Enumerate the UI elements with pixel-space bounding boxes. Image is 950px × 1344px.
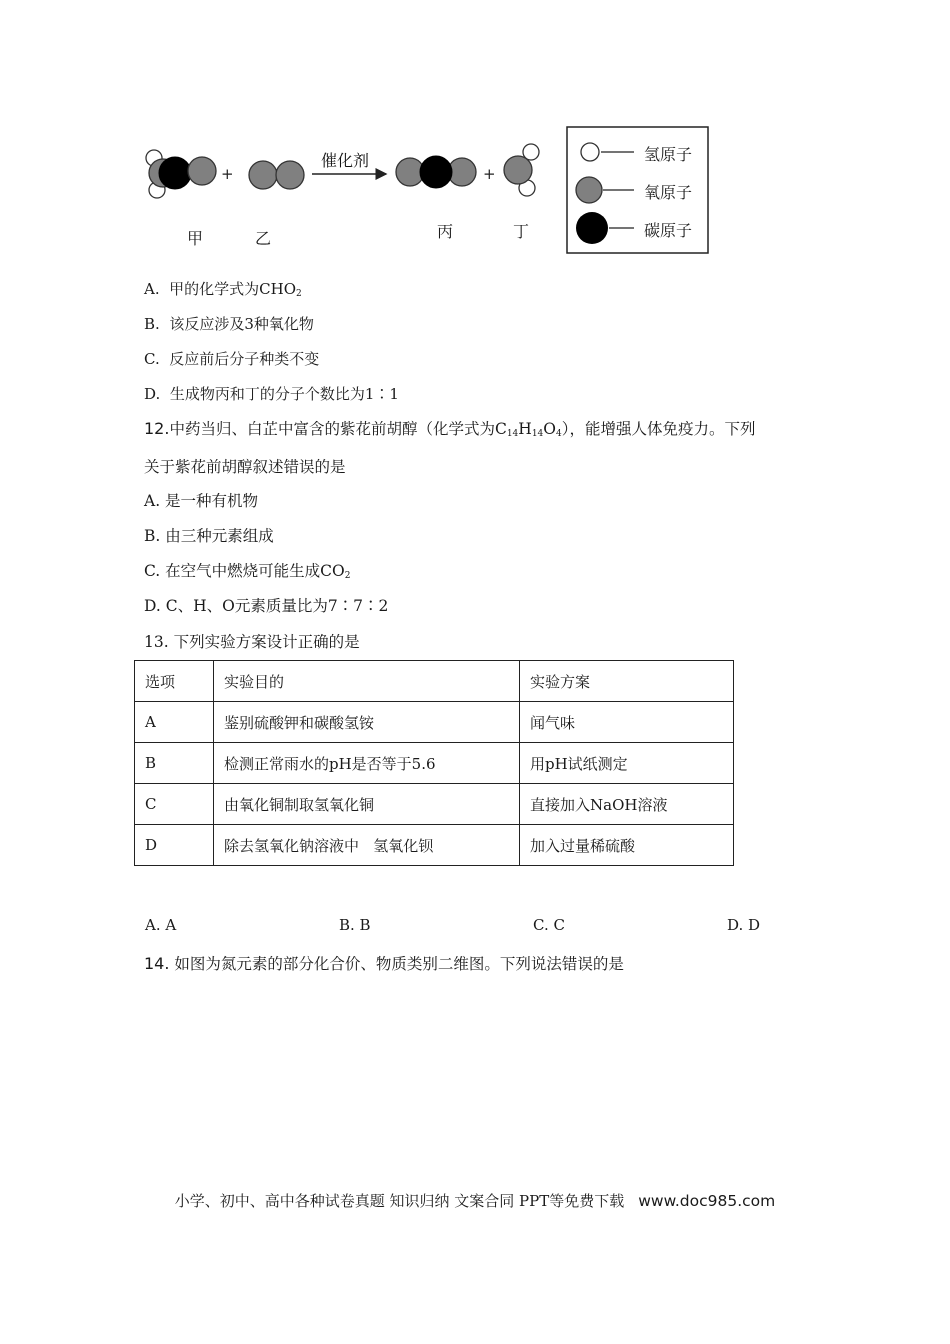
q13-stem: 13. 下列实验方案设计正确的是 xyxy=(144,633,360,651)
oxygen-atom xyxy=(504,156,532,184)
label-ding: 丁 xyxy=(513,222,530,241)
table-cell: 检测正常雨水的pH是否等于5.6 xyxy=(214,743,520,784)
oxygen-atom xyxy=(188,157,216,185)
table-cell: 加入过量稀硫酸 xyxy=(520,825,734,866)
label-jia: 甲 xyxy=(187,229,204,248)
table-cell: 除去氢氧化钠溶液中 氢氧化钡 xyxy=(214,825,520,866)
carbon-legend-swatch xyxy=(576,212,608,244)
q11-option-d: D. 生成物丙和丁的分子个数比为1∶1 xyxy=(144,385,399,403)
table-row xyxy=(135,743,734,784)
catalyst-label: 催化剂 xyxy=(321,151,370,170)
footer-text: 小学、初中、高中各种试卷真题 知识归纳 文案合同 PPT等免费下载 xyxy=(174,1192,625,1210)
plus-sign: + xyxy=(221,165,234,183)
q12-stem-line2: 关于紫花前胡醇叙述错误的是 xyxy=(144,458,346,476)
q11-option-a: A. 甲的化学式为$CHO_2$ xyxy=(144,280,302,299)
table-cell: 用pH试纸测定 xyxy=(520,743,734,784)
legend-carbon-label: 碳原子 xyxy=(644,221,693,240)
q13-choice-c: C. C xyxy=(533,916,565,934)
q13-choice-d: D. D xyxy=(727,916,761,934)
legend-oxygen-label: 氧原子 xyxy=(644,183,693,202)
table-header-cell: 实验方案 xyxy=(520,661,734,702)
q14-number: 14. xyxy=(144,954,170,973)
molecule-ding xyxy=(504,144,539,196)
plus-sign: + xyxy=(483,165,496,183)
table-cell: C xyxy=(135,784,214,825)
table-row xyxy=(135,784,734,825)
table-row xyxy=(135,825,734,866)
q12-option-a: A. 是一种有机物 xyxy=(144,492,259,510)
molecule-bing xyxy=(396,156,476,188)
label-bing: 丙 xyxy=(437,222,454,241)
page-footer xyxy=(0,1190,950,1211)
footer-url[interactable]: www.doc985.com xyxy=(638,1192,776,1210)
q13-choice-a: A. A xyxy=(145,916,177,934)
table-row xyxy=(135,702,734,743)
hydrogen-legend-swatch xyxy=(581,143,599,161)
label-yi: 乙 xyxy=(255,229,272,248)
q14-stem: 14. 如图为氮元素的部分化合价、物质类别二维图。下列说法错误的是 xyxy=(144,954,624,973)
table-cell: 由氧化铜制取氢氧化铜 xyxy=(214,784,520,825)
oxygen-legend-swatch xyxy=(576,177,602,203)
table-header-cell: 选项 xyxy=(135,661,214,702)
q12-number: 12. xyxy=(144,419,170,438)
table-cell: A xyxy=(135,702,214,743)
table-header-row xyxy=(135,661,734,702)
q13-choice-b: B. B xyxy=(339,916,371,934)
legend-hydrogen-label: 氢原子 xyxy=(644,145,693,164)
q12-option-b: B. 由三种元素组成 xyxy=(144,527,274,545)
q12-option-d: D. C、H、O元素质量比为7∶7∶2 xyxy=(144,597,389,615)
q12-option-c: C. 在空气中燃烧可能生成$CO_2$ xyxy=(144,562,351,581)
q11-option-c: C. 反应前后分子种类不变 xyxy=(144,350,320,368)
molecule-yi xyxy=(249,161,304,189)
table-cell: B xyxy=(135,743,214,784)
carbon-atom xyxy=(420,156,452,188)
q12-stem: 12.中药当归、白芷中富含的紫花前胡醇（化学式为$C_{14}H_{14}O_4$），能增强人体免疫力。下列 xyxy=(144,419,756,439)
reaction-diagram xyxy=(140,120,720,260)
table-cell: 直接加入NaOH溶液 xyxy=(520,784,734,825)
q13-table xyxy=(134,660,734,866)
table-cell: D xyxy=(135,825,214,866)
carbon-atom xyxy=(159,157,191,189)
table-cell: 闻气味 xyxy=(520,702,734,743)
oxygen-atom xyxy=(249,161,277,189)
table-cell: 鉴别硫酸钾和碳酸氢铵 xyxy=(214,702,520,743)
q11-option-b: B. 该反应涉及3种氧化物 xyxy=(144,315,314,333)
table-header-cell: 实验目的 xyxy=(214,661,520,702)
oxygen-atom xyxy=(276,161,304,189)
molecule-jia xyxy=(146,150,216,198)
